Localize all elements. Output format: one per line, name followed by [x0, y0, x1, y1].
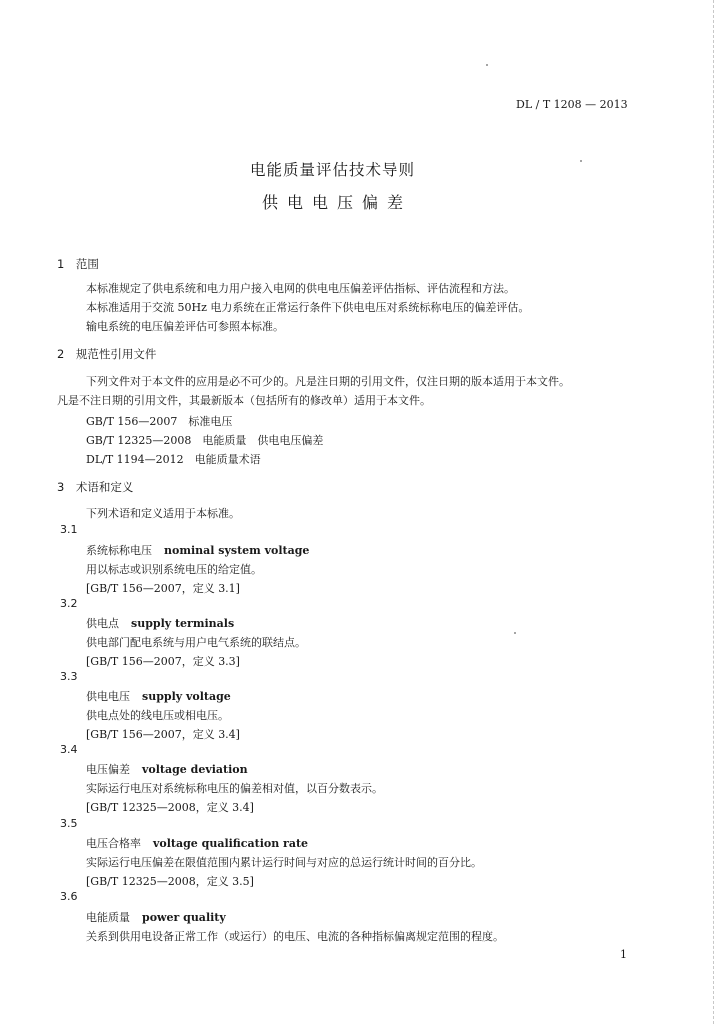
section-2-paragraph: 下列文件对于本文件的应用是必不可少的。凡是注日期的引用文件，仅注日期的版本适用于本文件。 — [86, 375, 570, 388]
term-number: 3.5 — [60, 817, 78, 830]
term-cn: 系统标称电压 — [86, 544, 152, 557]
document-title: 电能质量评估技术导则 — [250, 161, 416, 179]
term-definition: 供电部门配电系统与用户电气系统的联结点。 — [86, 636, 306, 649]
term-definition: 实际运行电压偏差在限值范围内累计运行时间与对应的总运行统计时间的百分比。 — [86, 856, 482, 869]
term-title — [86, 542, 309, 558]
section-3-heading: 3 术语和定义 — [57, 480, 134, 494]
term-source: [GB/T 12325—2008，定义 3.4] — [86, 801, 254, 814]
term-cn: 电压合格率 — [86, 837, 141, 850]
section-1-heading: 1 范围 — [57, 257, 99, 271]
term-definition: 实际运行电压对系统标称电压的偏差相对值，以百分数表示。 — [86, 782, 383, 795]
term-title — [86, 761, 248, 777]
section-1-paragraph: 本标准规定了供电系统和电力用户接入电网的供电电压偏差评估指标、评估流程和方法。 — [86, 282, 515, 295]
standard-number: DL / T 1208 — 2013 — [516, 98, 628, 111]
scan-speck — [514, 632, 516, 634]
page-number: 1 — [620, 948, 627, 961]
scan-speck — [580, 160, 582, 162]
term-source: [GB/T 12325—2008，定义 3.5] — [86, 875, 254, 888]
normative-reference: GB/T 156—2007 标准电压 — [86, 415, 233, 428]
term-en: supply voltage — [142, 690, 231, 703]
term-en: voltage qualification rate — [153, 837, 309, 850]
term-cn: 电能质量 — [86, 911, 130, 924]
term-source: [GB/T 156—2007，定义 3.3] — [86, 655, 240, 668]
term-cn: 电压偏差 — [86, 763, 130, 776]
term-en: voltage deviation — [142, 763, 248, 776]
term-number: 3.3 — [60, 670, 78, 683]
term-number: 3.1 — [60, 523, 78, 536]
section-1-paragraph: 输电系统的电压偏差评估可参照本标准。 — [86, 320, 284, 333]
normative-reference: DL/T 1194—2012 电能质量术语 — [86, 453, 261, 466]
term-number: 3.4 — [60, 743, 78, 756]
term-en: nominal system voltage — [164, 544, 310, 557]
section-2-heading: 2 规范性引用文件 — [57, 347, 157, 361]
term-source: [GB/T 156—2007，定义 3.4] — [86, 728, 240, 741]
scan-edge-line — [713, 0, 714, 1024]
term-definition: 供电点处的线电压或相电压。 — [86, 709, 229, 722]
term-number: 3.2 — [60, 597, 78, 610]
normative-reference: GB/T 12325—2008 电能质量 供电电压偏差 — [86, 434, 324, 447]
section-2-paragraph-cont: 凡是不注日期的引用文件，其最新版本（包括所有的修改单）适用于本文件。 — [57, 394, 431, 407]
document-subtitle: 供电电压偏差 — [262, 193, 413, 212]
term-en: supply terminals — [131, 617, 235, 630]
term-cn: 供电电压 — [86, 690, 130, 703]
term-en: power quality — [142, 911, 226, 924]
section-1-paragraph: 本标准适用于交流 50Hz 电力系统在正常运行条件下供电电压对系统标称电压的偏差评估。 — [86, 301, 530, 314]
term-number: 3.6 — [60, 890, 78, 903]
scan-speck — [486, 64, 488, 66]
term-source: [GB/T 156—2007，定义 3.1] — [86, 582, 240, 595]
term-cn: 供电点 — [86, 617, 119, 630]
term-definition: 关系到供用电设备正常工作（或运行）的电压、电流的各种指标偏离规定范围的程度。 — [86, 930, 504, 943]
term-title — [86, 615, 234, 631]
term-definition: 用以标志或识别系统电压的给定值。 — [86, 563, 262, 576]
term-title — [86, 835, 308, 851]
term-title — [86, 688, 231, 704]
section-3-intro: 下列术语和定义适用于本标准。 — [86, 507, 240, 520]
term-title — [86, 909, 226, 925]
